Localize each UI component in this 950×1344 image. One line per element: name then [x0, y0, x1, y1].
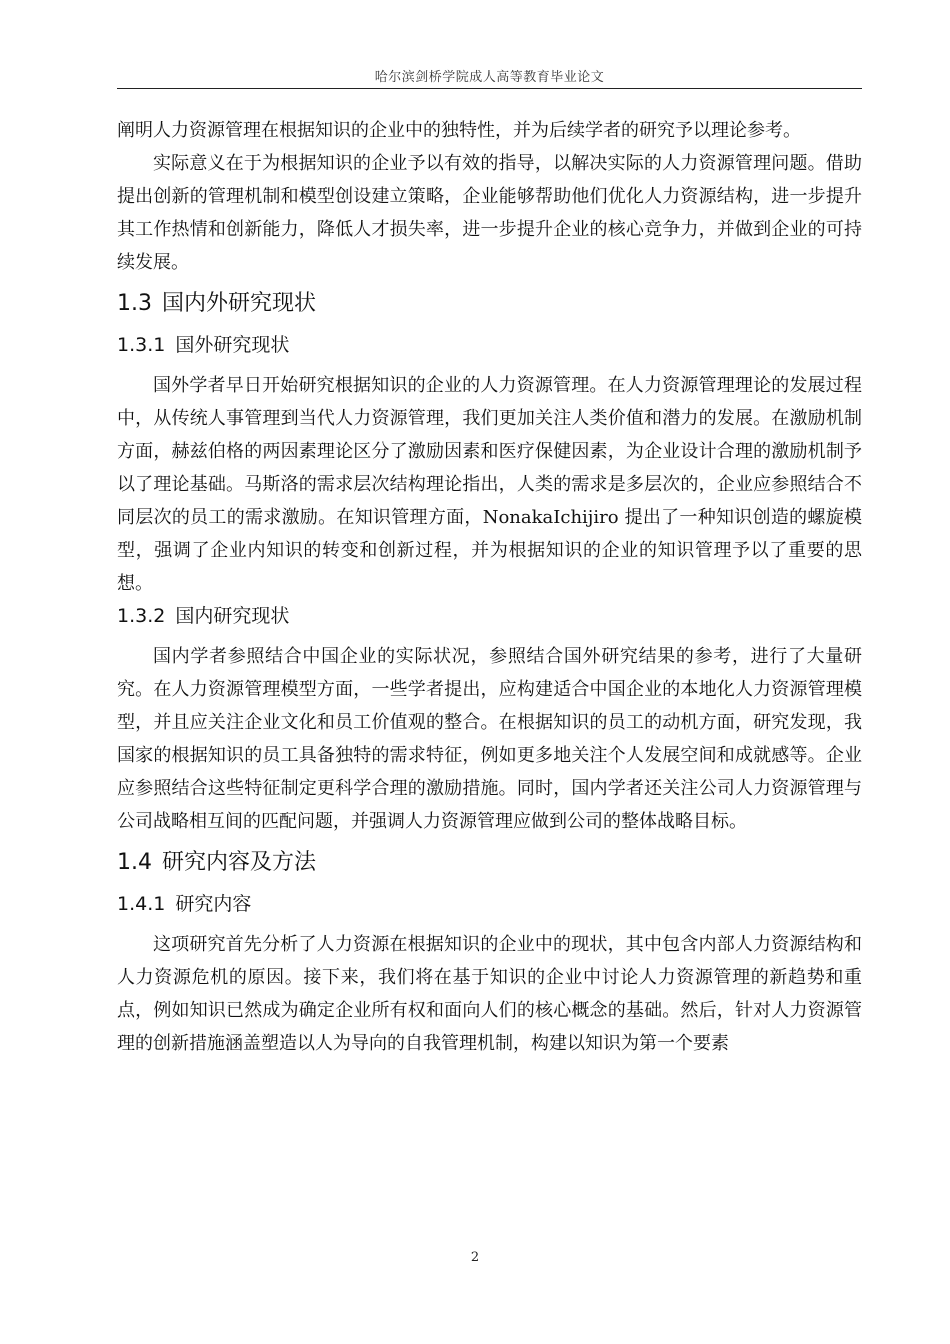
header-rule [117, 88, 862, 89]
subsection-number: 1.4.1 [117, 893, 166, 915]
running-header: 哈尔滨剑桥学院成人高等教育毕业论文 [374, 70, 605, 85]
section-title: 研究内容及方法 [162, 850, 317, 875]
subsection-title: 研究内容 [175, 893, 252, 915]
section-heading-1-3 [117, 289, 862, 319]
subsection-heading-1-3-1 [117, 331, 862, 359]
paragraph-domestic-research: 国内学者参照结合中国企业的实际状况，参照结合国外研究结果的参考，进行了大量研究。在人力资源管理模型方面，一些学者提出，应构建适合中国企业的本地化人力资源管理模型，并且应关注企业文化和员工价值观的整合。在根据知识的员工的动机方面，研究发现，我国家的根据知识的员工具备独特的需求特征，例如更多地关注个人发展空间和成就感等。企业应参照结合这些特征制定更科学合理的激励措施。同时，国内学者还关注公司人力资源管理与公司战略相互间的匹配问题，并强调人力资源管理应做到公司的整体战略目标。 [117, 646, 862, 832]
subsection-title: 国内研究现状 [175, 605, 290, 627]
subsection-number: 1.3.1 [117, 334, 166, 356]
section-number: 1.3 [117, 291, 152, 316]
section-heading-1-4 [117, 848, 862, 878]
document-body [117, 114, 862, 1060]
section-title: 国内外研究现状 [162, 291, 317, 316]
subsection-heading-1-4-1 [117, 890, 862, 918]
page-number: 2 [470, 1250, 480, 1265]
paragraph-research-content: 这项研究首先分析了人力资源在根据知识的企业中的现状，其中包含内部人力资源结构和人力资源危机的原因。接下来，我们将在基于知识的企业中讨论人力资源管理的新趋势和重点，例如知识已然成为确定企业所有权和面向人们的核心概念的基础。然后，针对人力资源管理的创新措施涵盖塑造以人为导向的自我管理机制，构建以知识为第一个要素 [117, 934, 862, 1054]
subsection-heading-1-3-2 [117, 602, 862, 630]
paragraph-practical-significance: 实际意义在于为根据知识的企业予以有效的指导，以解决实际的人力资源管理问题。借助提出创新的管理机制和模型创设建立策略，企业能够帮助他们优化人力资源结构，进一步提升其工作热情和创新能力，降低人才损失率，进一步提升企业的核心竞争力，并做到企业的可持续发展。 [117, 153, 862, 273]
subsection-title: 国外研究现状 [175, 334, 290, 356]
paragraph-continuation: 阐明人力资源管理在根据知识的企业中的独特性，并为后续学者的研究予以理论参考。 [117, 120, 801, 141]
section-number: 1.4 [117, 850, 152, 875]
subsection-number: 1.3.2 [117, 605, 166, 627]
paragraph-foreign-research: 国外学者早日开始研究根据知识的企业的人力资源管理。在人力资源管理理论的发展过程中，从传统人事管理到当代人力资源管理，我们更加关注人类价值和潜力的发展。在激励机制方面，赫兹伯格的两因素理论区分了激励因素和医疗保健因素，为企业设计合理的激励机制予以了理论基础。马斯洛的需求层次结构理论指出，人类的需求是多层次的，企业应参照结合不同层次的员工的需求激励。在知识管理方面，NonakaIchijiro 提出了一种知识创造的螺旋模型，强调了企业内知识的转变和创新过程，并为根据知识的企业的知识管理予以了重要的思想。 [117, 375, 862, 594]
